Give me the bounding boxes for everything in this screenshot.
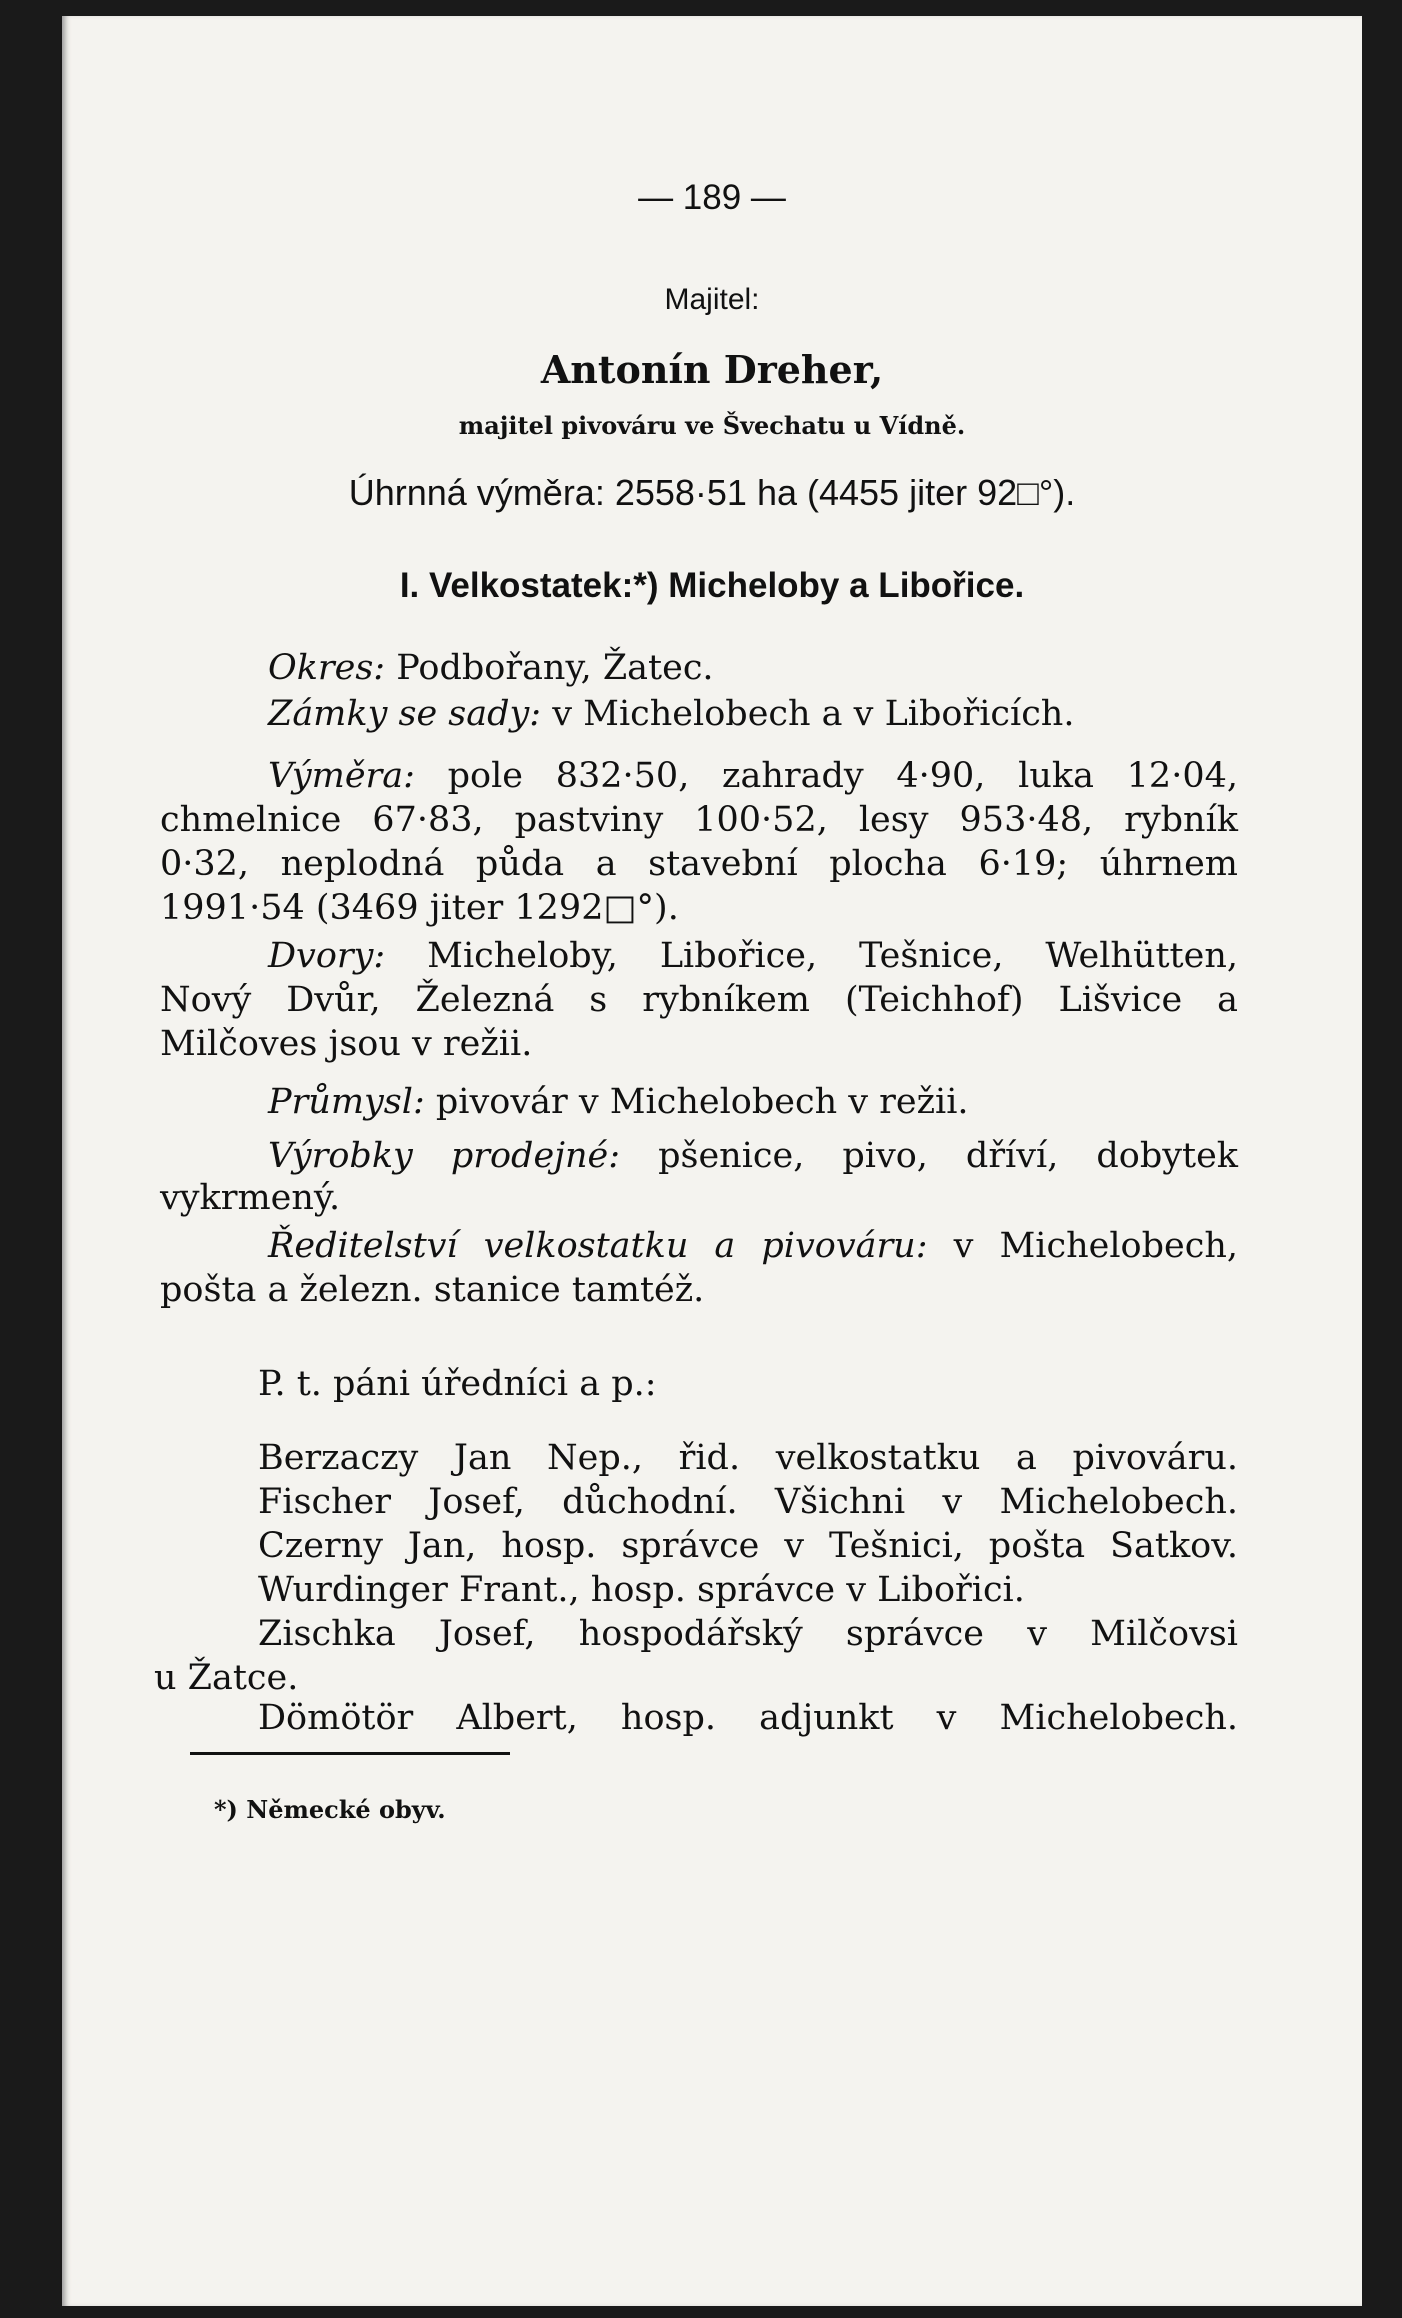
officials-heading: P. t. páni úředníci a p.:: [258, 1364, 657, 1404]
owner-label: Majitel:: [664, 283, 760, 316]
official-entry: Zischka Josef, hospodářský správce v Milčovsi: [258, 1614, 1238, 1654]
zamky-entry: [268, 692, 1074, 736]
dvory-line-1: [268, 934, 1238, 978]
owner-description: majitel pivováru ve Švechatu u Vídně.: [458, 411, 966, 440]
dvory-line-3: Milčoves jsou v režii.: [160, 1024, 533, 1064]
okres-entry: [268, 646, 714, 690]
document-page: [62, 16, 1362, 2306]
zamky-text: v Michelobech a v Libořicích.: [552, 694, 1075, 734]
official-entry: Fischer Josef, důchodní. Všichni v Michelobech.: [258, 1482, 1238, 1522]
vyrobky-text-1: pšenice, pivo, dříví, dobytek: [658, 1136, 1238, 1176]
okres-text: Podbořany, Žatec.: [396, 648, 714, 688]
vymera-line-3: 0·32, neplodná půda a stavební plocha 6·19; úhrnem: [160, 844, 1238, 884]
reditelstvi-text-1: v Michelobech,: [953, 1226, 1238, 1266]
reditelstvi-label: Ředitelství velkostatku a pivováru:: [268, 1226, 928, 1266]
vymera-line-1: [268, 754, 1238, 798]
official-entry-continuation: u Žatce.: [154, 1658, 299, 1698]
official-entry: Berzaczy Jan Nep., řid. velkostatku a pivováru.: [258, 1438, 1238, 1478]
prumysl-label: Průmysl:: [268, 1082, 425, 1122]
dvory-line-2: Nový Dvůr, Železná s rybníkem (Teichhof) Lišvice a: [160, 980, 1238, 1020]
official-entry: Dömötör Albert, hosp. adjunkt v Michelobech.: [258, 1698, 1238, 1738]
official-entry: Wurdinger Frant., hosp. správce v Libořici.: [258, 1570, 1025, 1610]
footnote-divider: [190, 1752, 510, 1755]
dvory-label: Dvory:: [268, 936, 386, 976]
zamky-label: Zámky se sady:: [268, 694, 542, 734]
footnote: *) Německé obyv.: [214, 1795, 446, 1824]
dvory-text-1: Micheloby, Libořice, Tešnice, Welhütten,: [427, 936, 1238, 976]
vymera-label: Výměra:: [268, 756, 415, 796]
vyrobky-line-2: vykrmený.: [160, 1178, 341, 1218]
reditelstvi-line-1: [268, 1224, 1238, 1268]
vymera-line-4: 1991·54 (3469 jiter 1292□°).: [160, 888, 679, 928]
estate-heading: I. Velkostatek:*) Micheloby a Libořice.: [399, 566, 1025, 605]
vyrobky-label: Výrobky prodejné:: [268, 1136, 621, 1176]
owner-name: Antonín Dreher,: [540, 347, 884, 392]
prumysl-text: pivovár v Michelobech v režii.: [435, 1082, 969, 1122]
okres-label: Okres:: [268, 648, 386, 688]
prumysl-entry: [268, 1080, 969, 1124]
reditelstvi-line-2: pošta a železn. stanice tamtéž.: [160, 1270, 705, 1310]
page-number: — 189 —: [638, 178, 786, 217]
official-entry: Czerny Jan, hosp. správce v Tešnici, pošta Satkov.: [258, 1526, 1238, 1566]
vymera-line-2: chmelnice 67·83, pastviny 100·52, lesy 953·48, rybník: [160, 800, 1238, 840]
vyrobky-line-1: [268, 1134, 1238, 1178]
vymera-text-1: pole 832·50, zahrady 4·90, luka 12·04,: [447, 756, 1238, 796]
total-area: Úhrnná výměra: 2558·51 ha (4455 jiter 92□°).: [348, 472, 1076, 513]
